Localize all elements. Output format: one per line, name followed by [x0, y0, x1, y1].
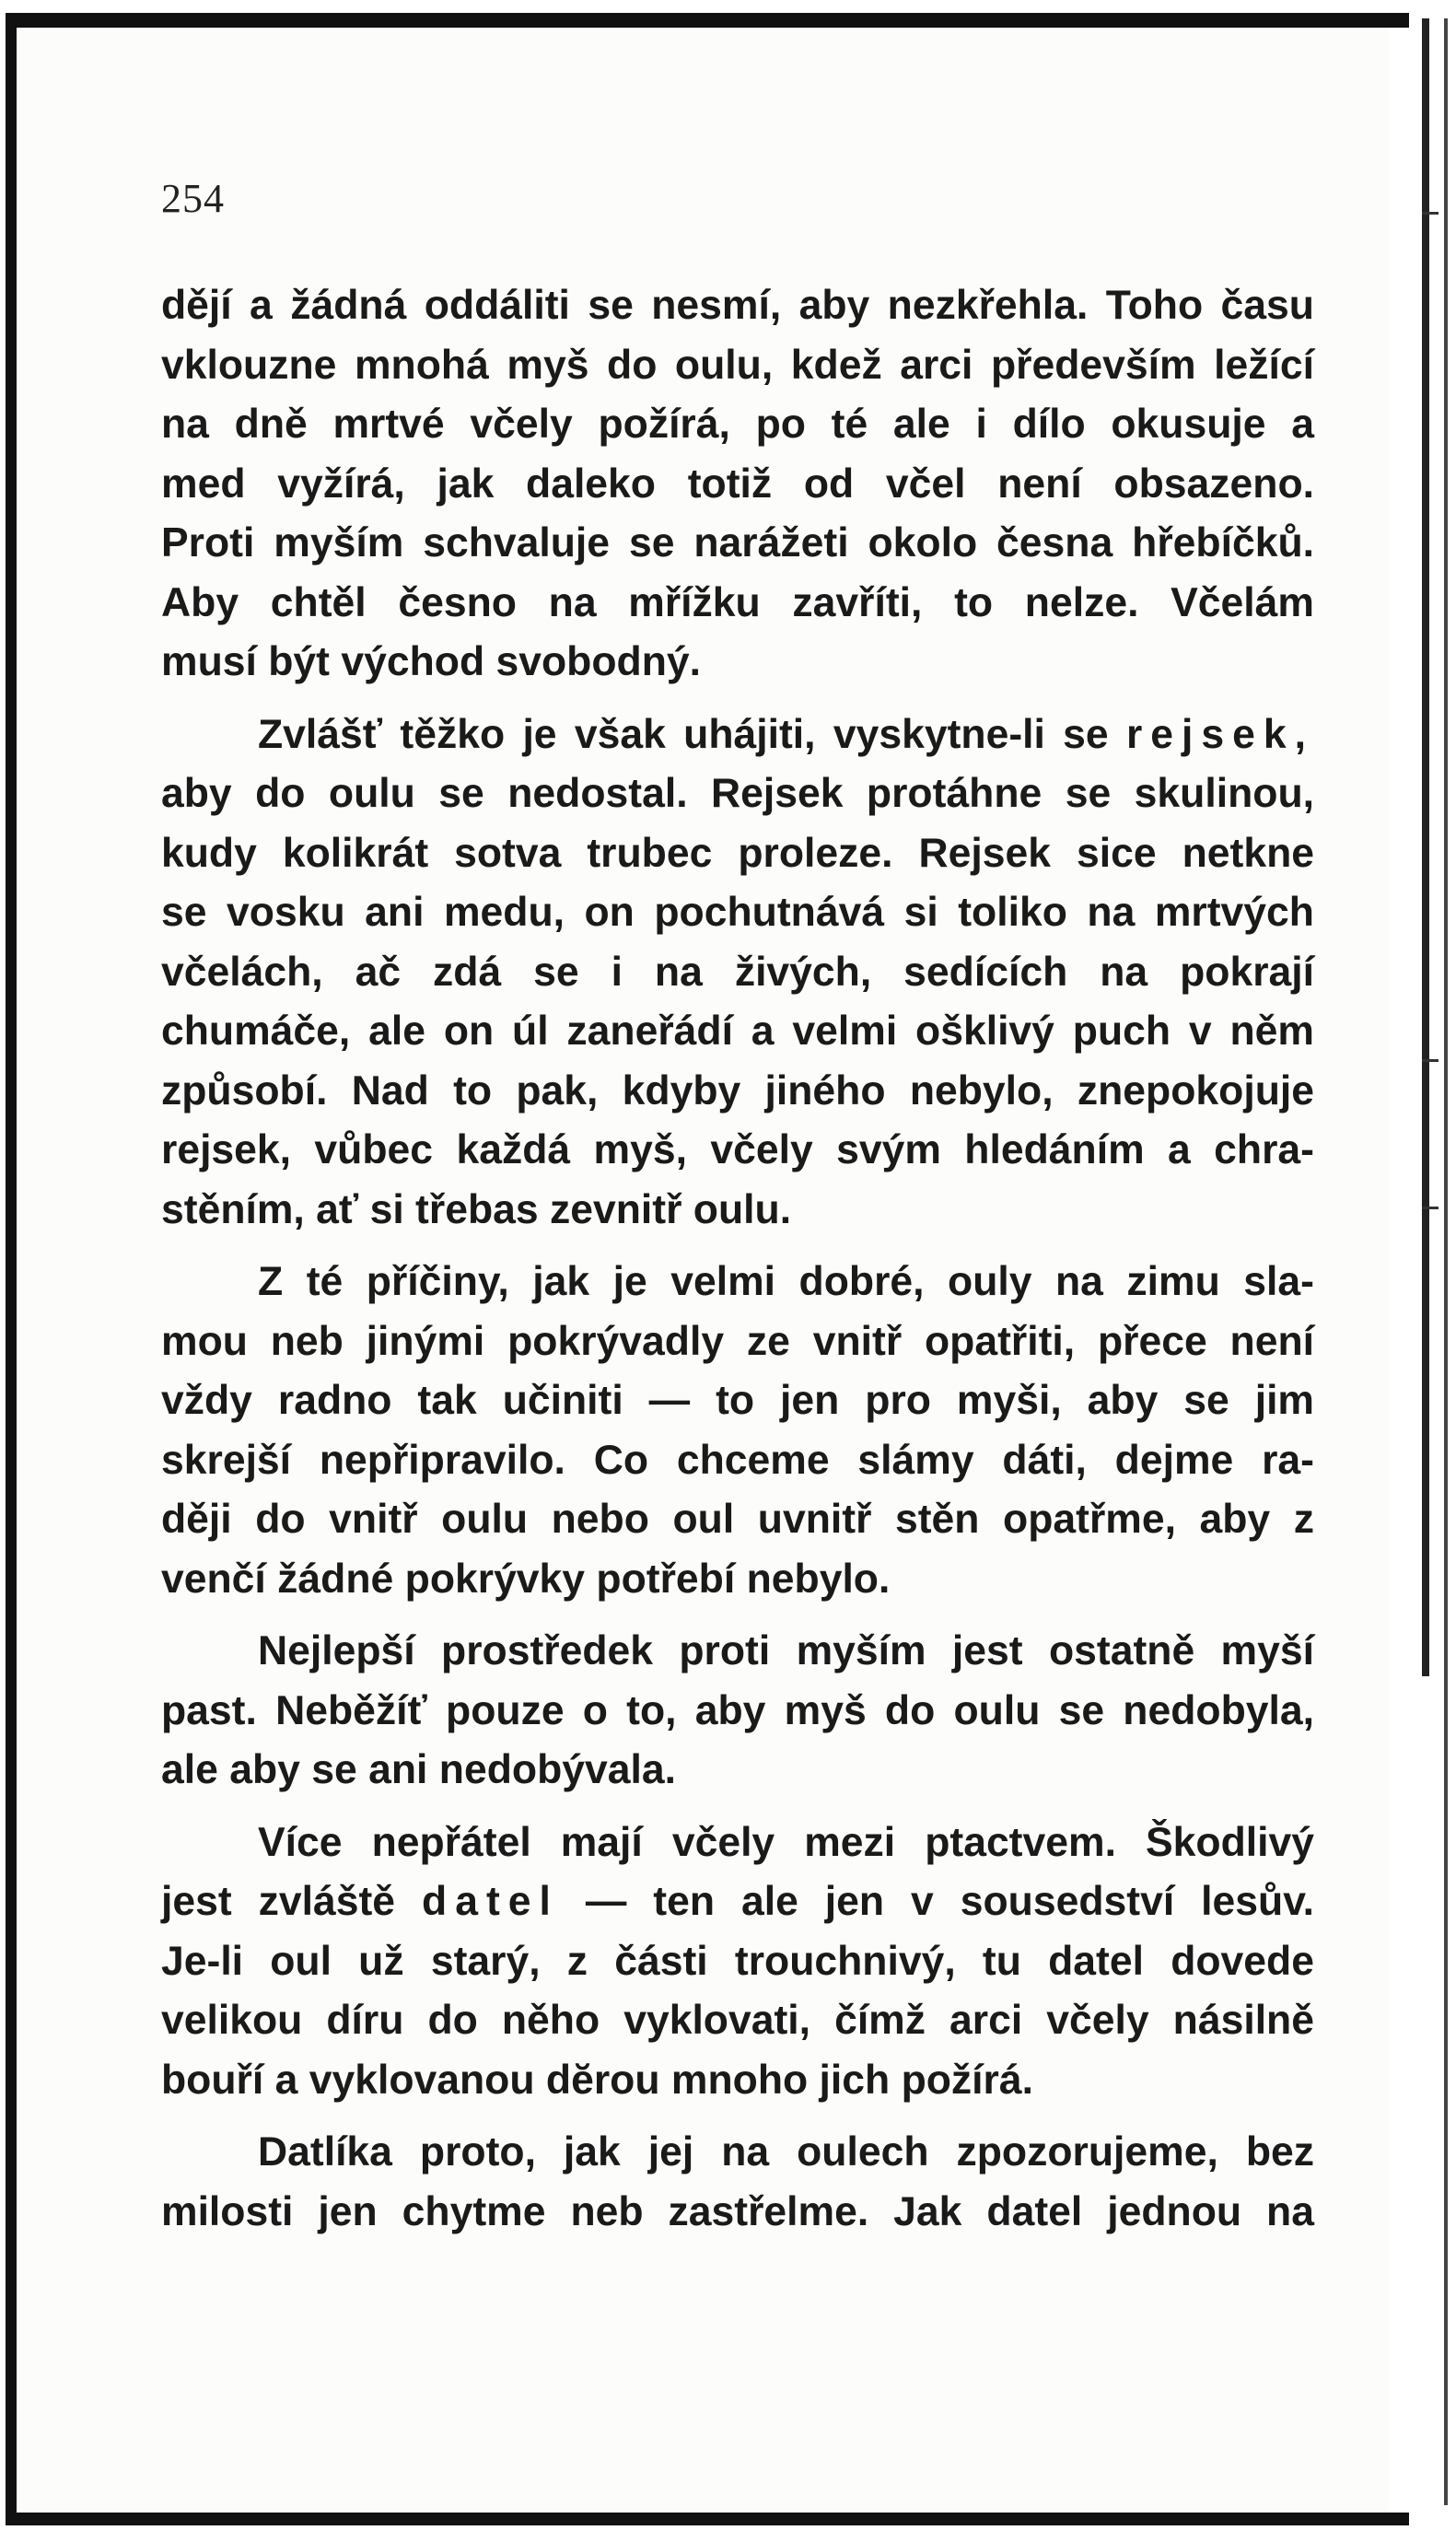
text-line: stěním, ať si třebas zevnitř oulu.: [161, 1186, 792, 1232]
text-line: Nejlepší prostředek proti myším jest ostatně myší: [258, 1628, 1314, 1673]
text-line: venčí žádné pokrývky potřebí nebylo.: [161, 1556, 891, 1602]
text-line: Více nepřátel mají včely mezi ptactvem. Škodlivý: [258, 1819, 1314, 1865]
spaced-word: rejsek,: [1125, 711, 1314, 757]
text-line: aby do oulu se nedostal. Rejsek protáhne se skulinou,: [161, 771, 1314, 816]
text-line: ale aby se ani nedobývala.: [161, 1747, 676, 1792]
text-line: se vosku ani medu, on pochutnává si toliko na mrtvých: [161, 890, 1314, 935]
text-line: past. Neběžíť pouze o to, aby myš do oulu se nedobyla,: [161, 1687, 1314, 1733]
text-line: Je-li oul už starý, z části trouchnivý, tu datel dovede: [161, 1938, 1314, 1984]
text-line: Z té příčiny, jak je velmi dobré, ouly na zimu sla-: [258, 1259, 1314, 1304]
text-line: včelách, ač zdá se i na živých, sedících na pokrají: [161, 949, 1314, 995]
body-text: [161, 276, 1314, 2242]
text-line: musí být východ svobodný.: [161, 639, 702, 684]
text-fragment: — ten ale jen v sousedství lesův.: [558, 1879, 1314, 1924]
text-line: ději do vnitř oulu nebo oul uvnitř stěn opatřme, aby z: [161, 1497, 1314, 1542]
paragraph-3: [161, 1253, 1314, 1609]
text-line: chumáče, ale on úl zaneřádí a velmi ošklivý puch v něm: [161, 1009, 1314, 1054]
text-line: Datlíka proto, jak jej na oulech zpozorujeme, bez: [258, 2129, 1314, 2175]
paragraph-1: [161, 276, 1314, 693]
paragraph-5: [161, 1813, 1314, 2111]
paragraph-6: [161, 2123, 1314, 2242]
text-line: na dně mrtvé včely požírá, po té ale i dílo okusuje a: [161, 402, 1314, 447]
text-line: velikou díru do něho vyklovati, čímž arci včely násilně: [161, 1998, 1314, 2043]
text-line: vždy radno tak učiniti — to jen pro myši, aby se jim: [161, 1378, 1314, 1423]
spaced-word: datel: [422, 1879, 559, 1924]
text-line: [161, 705, 1314, 765]
paragraph-4: [161, 1622, 1314, 1801]
text-line: dějí a žádná oddáliti se nesmí, aby nezkřehla. Toho času: [161, 283, 1314, 328]
page-edge-line: [1444, 18, 1448, 2505]
edge-mark: [1422, 212, 1439, 215]
text-line: způsobí. Nad to pak, kdyby jiného nebylo, znepokojuje: [161, 1067, 1314, 1114]
text-fragment: jest zvláště: [161, 1879, 423, 1924]
text-line: [161, 1872, 1314, 1932]
edge-mark: [1422, 1059, 1439, 1062]
edge-mark: [1422, 1207, 1439, 1209]
text-line: skrejší nepřipravilo. Co chceme slámy dáti, dejme ra-: [161, 1437, 1314, 1483]
text-fragment: Zvlášť těžko je však uhájiti, vyskytne-li se: [258, 711, 1126, 757]
page-number: 254: [161, 176, 225, 221]
text-line: Proti myším schvaluje se narážeti okolo česna hřebíčků.: [161, 520, 1314, 566]
text-line: bouří a vyklovanou dĕrou mnoho jich požírá.: [161, 2057, 1033, 2103]
text-line: Aby chtěl česno na mřížku zavříti, to nelze. Včelám: [161, 579, 1314, 625]
text-line: vklouzne mnohá myš do oulu, kdež arci především ležící: [161, 342, 1314, 388]
paragraph-2: [161, 705, 1314, 1241]
text-line: milosti jen chytme neb zastřelme. Jak datel jednou na: [161, 2188, 1314, 2234]
text-line: rejsek, vůbec každá myš, včely svým hledáním a chra-: [161, 1127, 1314, 1172]
text-line: kudy kolikrát sotva trubec proleze. Rejsek sice netkne: [161, 830, 1314, 876]
page-edge-shadow: [1422, 18, 1429, 1676]
text-line: mou neb jinými pokrývadly ze vnitř opatřiti, přece není: [161, 1318, 1314, 1364]
text-line: med vyžírá, jak daleko totiž od včel není obsazeno.: [161, 461, 1314, 507]
